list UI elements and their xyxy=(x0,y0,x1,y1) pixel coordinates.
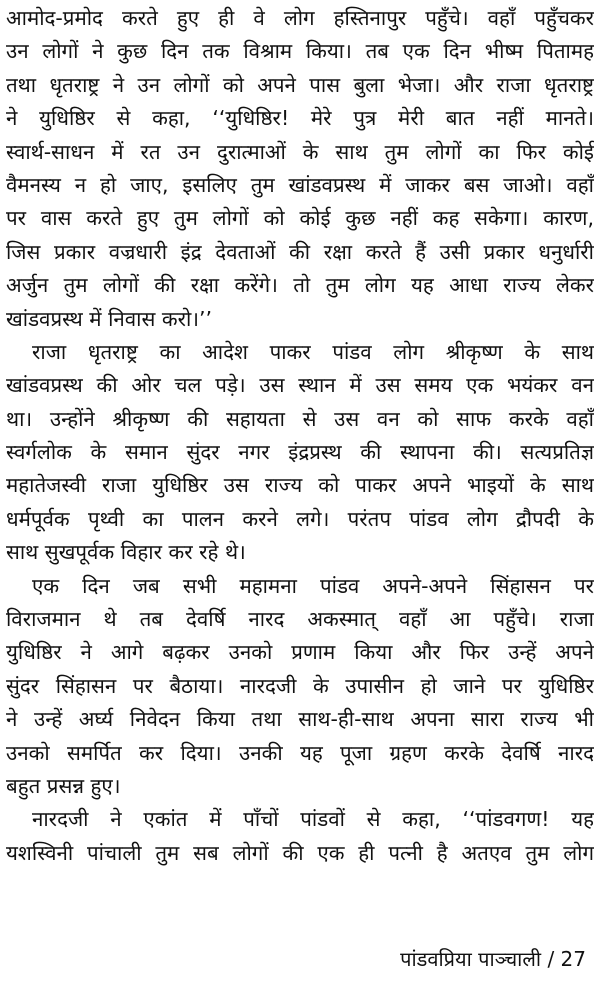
paragraph xyxy=(6,336,594,570)
text-line: पर वास करते हुए तुम लोगों को कोई कुछ नहीं कह सकेगा। कारण, xyxy=(6,206,594,231)
text-line: वैमनस्य न हो जाए, इसलिए तुम खांडवप्रस्थ में जाकर बस जाओ। वहाँ xyxy=(6,172,594,197)
text-line: ने उन्हें अर्घ्य निवेदन किया तथा साथ-ही-साथ अपना सारा राज्य भी xyxy=(6,707,594,732)
text-line: धर्मपूर्वक पृथ्वी का पालन करने लगे। परंतप पांडव लोग द्रौपदी के xyxy=(6,506,594,531)
text-line: नारदजी ने एकांत में पाँचों पांडवों से कहा, ‘‘पांडवगण! यह xyxy=(32,807,594,832)
page-footer xyxy=(400,944,586,974)
text-line: एक दिन जब सभी महामना पांडव अपने-अपने सिंहासन पर xyxy=(32,573,594,598)
text-line: महातेजस्वी राजा युधिष्ठिर उस राज्य को पाकर अपने भाइयों के साथ xyxy=(6,473,594,498)
text-line: साथ सुखपूर्वक विहार कर रहे थे। xyxy=(6,540,246,565)
text-line: अर्जुन तुम लोगों की रक्षा करेंगे। तो तुम लोग यह आधा राज्य लेकर xyxy=(6,273,594,298)
text-line: राजा धृतराष्ट्र का आदेश पाकर पांडव लोग श्रीकृष्ण के साथ xyxy=(32,339,594,364)
text-line: सुंदर सिंहासन पर बैठाया। नारदजी के उपासीन हो जाने पर युधिष्ठिर xyxy=(6,673,594,698)
paragraph xyxy=(6,570,594,804)
text-line: उन लोगों ने कुछ दिन तक विश्राम किया। तब एक दिन भीष्म पितामह xyxy=(6,39,594,64)
text-line: विराजमान थे तब देवर्षि नारद अकस्मात् वहाँ आ पहुँचे। राजा xyxy=(6,607,594,632)
text-line: तथा धृतराष्ट्र ने उन लोगों को अपने पास बुला भेजा। और राजा धृतराष्ट्र xyxy=(6,72,594,97)
text-line: जिस प्रकार वज्रधारी इंद्र देवताओं की रक्षा करते हैं उसी प्रकार धनुर्धारी xyxy=(6,239,594,264)
text-line: बहुत प्रसन्न हुए। xyxy=(6,773,121,798)
text-line: खांडवप्रस्थ की ओर चल पड़े। उस स्थान में उस समय एक भयंकर वन xyxy=(6,373,594,398)
text-line: ने युधिष्ठिर से कहा, ‘‘युधिष्ठिर! मेरे पुत्र मेरी बात नहीं मानते। xyxy=(6,106,594,131)
footer-separator: / xyxy=(547,947,555,971)
body-text xyxy=(6,2,594,870)
text-line: आमोद-प्रमोद करते हुए ही वे लोग हस्तिनापुर पहुँचे। वहाँ पहुँचकर xyxy=(6,6,594,30)
running-title: पांडवप्रिया पाञ्चाली xyxy=(400,947,542,971)
text-line: युधिष्ठिर ने आगे बढ़कर उनको प्रणाम किया और फिर उन्हें अपने xyxy=(6,640,594,665)
text-line: था। उन्होंने श्रीकृष्ण की सहायता से उस वन को साफ करके वहाँ xyxy=(6,406,594,431)
text-line: स्वार्थ-साधन में रत उन दुरात्माओं के साथ तुम लोगों का फिर कोई xyxy=(6,139,594,164)
text-line: उनको समर्पित कर दिया। उनकी यह पूजा ग्रहण करके देवर्षि नारद xyxy=(6,740,594,765)
paragraph xyxy=(6,803,594,870)
text-line: स्वर्गलोक के समान सुंदर नगर इंद्रप्रस्थ की स्थापना की। सत्यप्रतिज्ञ xyxy=(6,440,594,465)
text-line: खांडवप्रस्थ में निवास करो।’’ xyxy=(6,306,213,331)
page-number: 27 xyxy=(560,947,586,971)
paragraph xyxy=(6,2,594,336)
text-line: यशस्विनी पांचाली तुम सब लोगों की एक ही पत्नी है अतएव तुम लोग xyxy=(6,840,594,865)
